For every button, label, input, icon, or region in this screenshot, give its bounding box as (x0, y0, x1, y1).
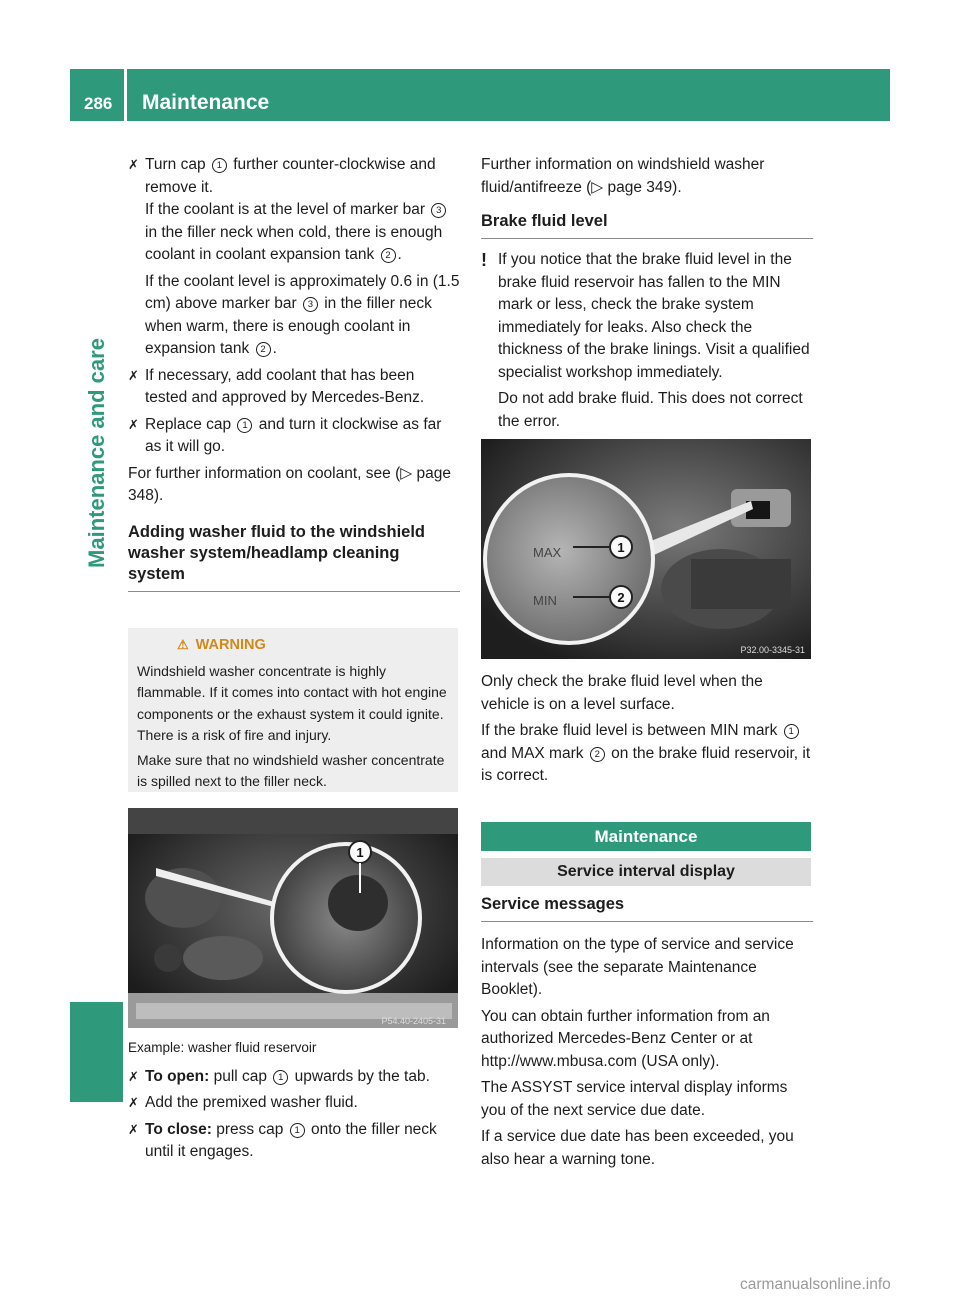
brake-notice: ! If you notice that the brake fluid level in the brake fluid reservoir has fallen to the MIN mark or less, check the brake system immediately for leaks. Also check the thickness of the brake linings. Visit a qualified specialist workshop immediately. Do not add brake fluid. This does not correct the error. (481, 250, 810, 430)
service-text-4: If a service due date has been exceeded, you also hear a warning tone. (481, 1128, 794, 1168)
washer-further-info: Further information on windshield washer fluid/antifreeze (▷ page 349). (481, 156, 765, 196)
section-band-maintenance: Maintenance (481, 822, 811, 851)
callout-2-icon: 2 (381, 248, 396, 263)
section-heading-brake: Brake fluid level (481, 211, 813, 239)
right-column-top (481, 154, 813, 437)
step-add-washer-fluid: ✗ Add the premixed washer fluid. (128, 1092, 460, 1115)
image-callout-1: 1 (617, 540, 625, 555)
brake-reservoir-illustration (481, 439, 811, 659)
step-arrow-icon: ✗ (128, 416, 139, 432)
step-arrow-icon: ✗ (128, 157, 139, 172)
page-ref-arrow-icon: ▷ (400, 464, 413, 482)
brake-reservoir-image (481, 439, 811, 659)
callout-1-icon: 1 (273, 1070, 288, 1085)
callout-2-icon: 2 (590, 747, 605, 762)
image-code: P32.00-3345-31 (740, 645, 805, 655)
image-callout-2: 2 (617, 590, 625, 605)
right-column-bottom (481, 884, 813, 1175)
image-caption: Example: washer fluid reservoir (128, 1040, 317, 1055)
service-text-1: Information on the type of service and service intervals (see the separate Maintenance Booklet). (481, 936, 794, 998)
service-text-3: The ASSYST service interval display informs you of the next service due date. (481, 1079, 788, 1119)
step-arrow-icon: ✗ (128, 1068, 139, 1084)
side-tab (70, 128, 123, 778)
step-arrow-icon: ✗ (128, 1095, 139, 1110)
section-heading-washer: Adding washer fluid to the windshield washer system/headlamp cleaning system (128, 522, 460, 592)
warning-text-2: Make sure that no windshield washer concentrate is spilled next to the filler neck. (137, 751, 445, 789)
header-divider (124, 69, 127, 121)
coolant-warm-text: If the coolant level is approximately 0.6 in (1.5 cm) above marker bar 3 in the filler neck when warm, there is enough coolant in expansion tank 2 . (145, 272, 460, 357)
callout-3-icon: 3 (431, 203, 446, 218)
step-arrow-icon: ✗ (128, 1121, 139, 1137)
callout-3-icon: 3 (303, 297, 318, 312)
page-title: Maintenance (142, 91, 270, 114)
step-turn-cap: ✗ Turn cap 1 further counter-clockwise and remove it. If the coolant is at the level of marker bar 3 in the filler neck when cold, there is enough coolant in coolant expansion tank 2 . If the coolant level is approximately 0.6 in (1.5 cm) above marker bar 3 in the filler neck when warm, there is enough coolant in expansion tank 2 . (128, 154, 460, 361)
min-mark-label: MIN (533, 593, 557, 608)
page-ref-arrow-icon: ▷ (591, 178, 604, 196)
callout-1-icon: 1 (290, 1123, 305, 1138)
max-mark-label: MAX (533, 545, 562, 560)
callout-2-icon: 2 (256, 342, 271, 357)
step-close: ✗ To close: press cap 1 onto the filler neck until it engages. (128, 1120, 437, 1160)
washer-reservoir-image (128, 808, 458, 1028)
callout-1-icon: 1 (212, 158, 227, 173)
left-column-bottom (128, 1037, 460, 1168)
left-column-top (128, 154, 460, 592)
service-text-2: You can obtain further information from an authorized Mercedes-Benz Center or at http://www.mbusa.com (USA only). (481, 1007, 770, 1070)
section-band-service-interval: Service interval display (481, 858, 811, 886)
brake-level-surface-text: Only check the brake fluid level when the vehicle is on a level surface. (481, 673, 763, 713)
image-callout-1: 1 (356, 845, 364, 860)
warning-triangle-icon: ⚠ (177, 637, 189, 652)
brake-level-correct-text: If the brake fluid level is between MIN mark 1 and MAX mark 2 on the brake fluid reservoir, it is correct. (481, 722, 811, 784)
notice-exclamation-icon: ! (481, 250, 487, 270)
step-add-coolant: ✗ If necessary, add coolant that has been tested and approved by Mercedes-Benz. (128, 366, 425, 406)
warning-text-1: Windshield washer concentrate is highly flammable. If it comes into contact with hot engine components or the exhaust system it could ignite. There is a risk of fire and injury. (137, 662, 447, 743)
page-number: 286 (84, 94, 113, 113)
step-replace-cap: ✗ Replace cap 1 and turn it clockwise as far as it will go. (128, 415, 442, 455)
side-tab-label: Maintenance and care (83, 338, 109, 568)
right-column-middle (481, 671, 813, 792)
step-open: ✗ To open: pull cap 1 upwards by the tab. (128, 1066, 460, 1089)
warning-heading: ⚠ WARNING (137, 634, 449, 657)
section-heading-service-messages: Service messages (481, 894, 813, 922)
callout-1-icon: 1 (784, 724, 799, 739)
warning-box (128, 628, 458, 792)
coolant-further-info: For further information on coolant, see (▷ page 348). (128, 464, 451, 504)
washer-reservoir-illustration (128, 808, 458, 1028)
step-arrow-icon: ✗ (128, 367, 139, 383)
image-code: P54.40-2405-31 (381, 1016, 446, 1026)
callout-1-icon: 1 (237, 418, 252, 433)
side-tab-block (70, 1002, 123, 1102)
watermark: carmanualsonline.info (740, 1276, 891, 1293)
